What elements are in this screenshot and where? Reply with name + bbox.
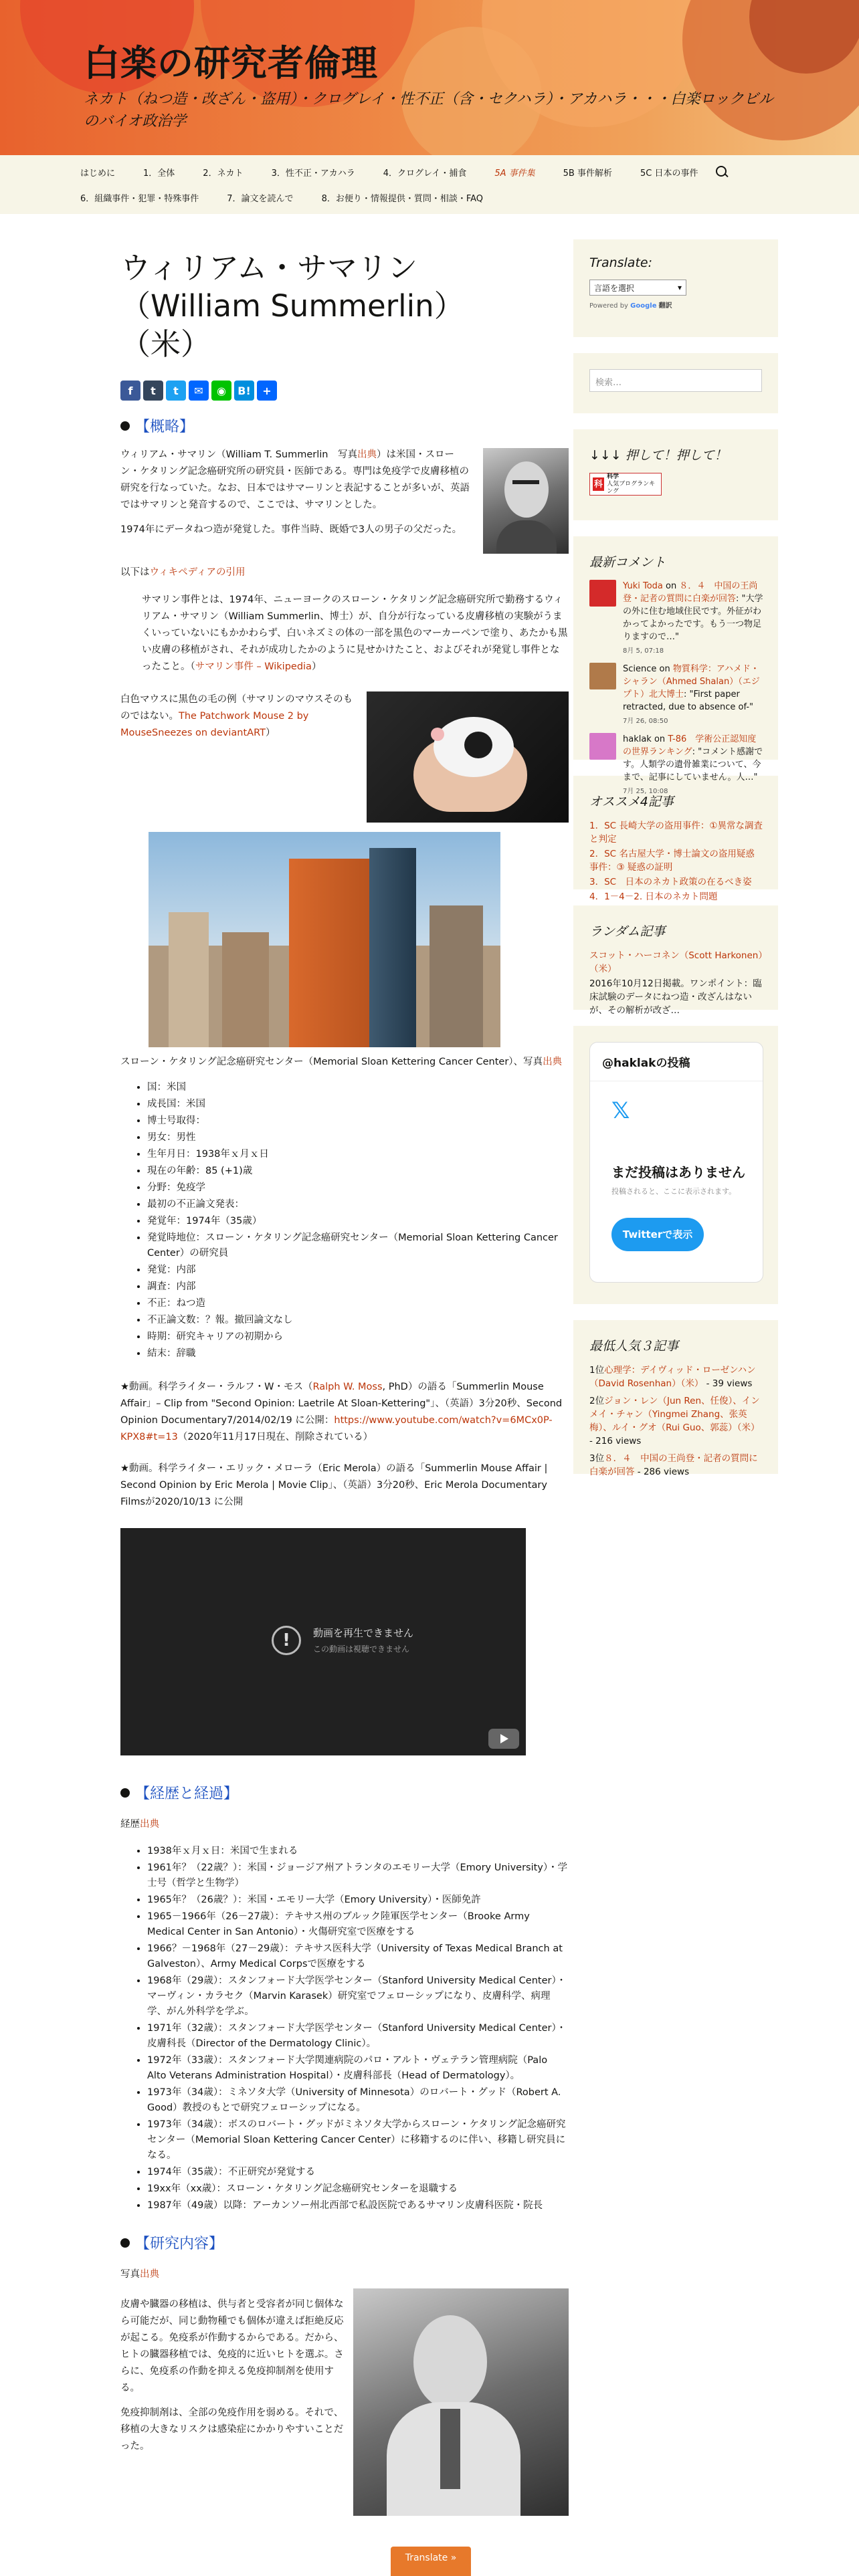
popular-link[interactable]: 心理学：デイヴィッド・ローゼンハン（David Rosenhan）（米） [589,1365,756,1389]
site-title[interactable]: 白楽の研究者倫理 [84,42,378,84]
summary-text: ）は米国・スローン・ケタリング記念癌研究所の研究員・医師である。専門は免疫学で皮膚移植の研究を行なっていた。なお、日本ではサマーリンと表記することが多いが、英語ではサマリンと発音するので、ここでは、サマリンとした。 [120,449,470,510]
research-paragraph-1: 皮膚や臓器の移植は、供与者と受容者が同じ個体なら可能だが、同じ動物種でも個体が違えば拒絶反応が起こる。免疫系が作動するからである。だから、ヒトの臓器移植では、免疫的に近いヒトを選ぶ。さらに、免疫系の作動を抑える免疫抑制剤を使用する。 [120,2299,344,2393]
list-item: • 1965－1966年（26－27歳）：テキサス州のブルック陸軍医学センター（Brooke Army Medical Center in San Antonio）・火傷研究室で医療をする [147,1909,569,1940]
badge-line-2: 人気ブログランキング [607,480,656,495]
comment-text [623,663,763,714]
mouse-caption-text: ） [265,728,276,738]
rank-label: 1位 [589,1365,605,1376]
comment-excerpt: : "大学の外に住む地域住民です。外征がわかってよかったです。もう一つ物足りますので…" [623,594,763,642]
comments-widget-title: 最新コメント [589,555,666,570]
wikipedia-quote [142,592,569,675]
comment-date: 8月 5, 07:18 [623,647,664,655]
hatena-icon[interactable]: B! [234,381,254,401]
list-item: • 1938年ｘ月ｘ日：米国で生まれる [147,1844,569,1859]
video-unavailable-title: 動画を再生できません [313,1627,414,1639]
view-on-twitter-button[interactable]: Twitterで表示 [611,1218,704,1251]
search-widget [573,353,778,413]
list-item: • 国：米国 [147,1080,569,1095]
translate-widget-title: Translate: [589,255,652,270]
list-item: • 不正：ねつ造 [147,1296,569,1311]
language-select-value: 言語を選択 [594,283,635,293]
powered-by-google[interactable] [589,300,763,310]
research-paragraph-2: 免疫抑制剤は、全部の免疫作用を弱める。それで、移植の大きなリスクは感染症にかかりやすいことだった。 [120,2407,344,2452]
title-line-2: （William Summerlin） [120,288,464,324]
avatar [589,663,616,689]
popular-widget-title: 最低人気３記事 [589,1339,679,1354]
popular-list [589,1364,763,1479]
wikipedia-link[interactable]: サマリン事件 – Wikipedia [195,661,312,672]
nav-item-organizational[interactable]: 6．組織事件・犯罪・特殊事件 [80,193,199,204]
comment-excerpt: : "First paper retracted, due to absence of-" [623,689,754,712]
list-item: • 1987年（49歳）以降：アーカンソー州北西部で私設医院であるサマリン皮膚科医院・院長 [147,2198,569,2214]
comment-post-link[interactable]: ８．４ 中国の王尚登・記者の質問に白楽が回答 [623,581,758,604]
facts-list [147,1080,569,1362]
nav-item-japan-5c[interactable]: 5C 日本の事件 [640,168,698,179]
twitter-handle[interactable]: @haklakの投稿 [590,1043,763,1081]
research-source-link[interactable]: 出典 [140,2269,159,2280]
translate-text: 翻訳 [658,302,672,310]
google-logo: Google [630,302,657,310]
random-post-excerpt: 2016年10月12日掲載。ワンポイント：臨床試験のデータにねつ造・改ざんはないが、その解析が改ざ… [589,978,762,1016]
recent-comments-widget [573,536,778,795]
nav-row-2 [80,185,785,210]
building-photo [149,832,500,1047]
random-post-link[interactable]: スコット・ハーコネン（Scott Harkonen）（米） [589,950,763,974]
mouse-photo [367,691,569,823]
comment-author-link[interactable]: Yuki Toda [623,581,663,591]
list-item: • 1961年？（22歳？）：米国・ジョージア州アトランタのエモリー大学（Emory University）・学士号（哲学と生物学） [147,1860,569,1891]
youtube-logo-icon[interactable] [488,1729,519,1749]
recommend-link[interactable]: 3．SC 日本のネカト政策の在るべき姿 [589,877,752,887]
comment-on: on [651,734,668,744]
video1-text: （2020年11月17日現在、削除されている） [177,1432,373,1442]
comment-date: 7月 25, 10:08 [623,788,668,795]
nav-item-analysis-5b[interactable]: 5B 事件解析 [563,168,612,179]
list-item: • 現在の年齢：85 (+1)歳 [147,1164,569,1179]
blog-ranking-badge[interactable] [589,473,662,496]
list-item: • 成長国：米国 [147,1097,569,1112]
nav-row-1 [80,159,785,185]
list-item: • 男女：男性 [147,1130,569,1146]
youtube-link[interactable]: https://www.youtube.com/watch?v=6MCx0P-KPX8#t=13 [120,1415,553,1442]
comment-on: on [662,581,680,591]
push-widget-title: ↓↓↓ 押して！押して！ [589,448,727,463]
wikipedia-intro-text: 以下は [120,567,150,578]
patchwork-mouse-link[interactable]: The Patchwork Mouse 2 by MouseSneezes on deviantART [120,711,309,738]
site-header [0,0,859,155]
list-item: • 1968年（29歳）：スタンフォード大学医学センター（Stanford University Medical Center）・マーヴィン・カラセク（Marvin Karasek）研究室でフェローシップになり、皮膚科学、病理学、がん外科学を学ぶ。 [147,1973,569,2020]
career-label: 経歴 [120,1819,140,1830]
random-widget-title: ランダム記事 [589,924,666,939]
comment-post-link[interactable]: 物質科学：アハメド・シャラン（Ahmed Shalan）（エジプト）北大博士 [623,664,760,700]
video2-description: ★動画。科学ライター・エリック・メローラ（Eric Merola）の語る「Summerlin Mouse Affair | Second Opinion by Eric Merola | Movie Clip」、（英語）3分20秒、Eric Merola Documentary Filmsが2020/10/13 に公開 [120,1463,548,1507]
recommend-link[interactable]: 2．SC 名古屋大学・博士論文の盗用疑惑事件：③ 疑惑の証明 [589,849,755,873]
title-line-1: ウィリアム・サマリン [120,250,418,286]
quote-text: ） [311,661,322,672]
avatar [589,733,616,760]
research-block [120,2288,569,2516]
section-summary-heading: 【概略】 [120,415,569,436]
list-item: • 1972年（33歳）：スタンフォード大学関連病院のパロ・アルト・ヴェテラン管理病院（Palo Alto Veterans Administration Hospital）・皮膚科部長（Head of Dermatology）。 [147,2053,569,2084]
list-item: • 発覚：内部 [147,1263,569,1278]
rank-label: 3位 [589,1453,605,1464]
nav-item-sexual-misconduct[interactable]: 3．性不正・アカハラ [271,168,355,179]
article [120,214,569,2516]
ranking-icon: 科 [593,477,604,491]
comment-on: on [656,664,673,674]
random-post [589,949,763,1017]
twitter-icon[interactable]: t [166,381,186,401]
list-item: • 結末：辞職 [147,1346,569,1362]
email-icon[interactable]: ✉ [189,381,209,401]
sidebar [573,239,778,1490]
nav-item-nekato[interactable]: 2．ネカト [203,168,244,179]
translate-widget [573,239,778,337]
search-input[interactable]: 検索… [589,369,762,392]
wikipedia-intro [120,564,569,581]
summerlin-lab-photo [353,2288,569,2516]
list-item: • 分野：免疫学 [147,1180,569,1196]
building-photo-source-link[interactable]: 出典 [543,1057,563,1067]
photo-source-link[interactable]: 出典 [357,449,377,460]
twitter-empty-message: まだ投稿はありません [611,1164,745,1180]
rank-label: 2位 [589,1396,605,1406]
x-logo-icon: 𝕏 [611,1097,630,1124]
view-count: - 39 views [703,1378,753,1389]
research-source [120,2266,569,2283]
comment-excerpt: : "コメント感謝です。人類学の遺骨雑業について、今まで、記事にしていません。人…" [623,747,763,782]
popular-link[interactable]: ８．４ 中国の王尚登・記者の質問に白楽が回答 [589,1453,758,1477]
chevron-down-icon: ▾ [677,283,682,292]
list-item: • 1971年（32歳）：スタンフォード大学医学センター（Stanford University Medical Center）・皮膚科長（Director of the Dermatology Clinic）。 [147,2021,569,2052]
building-caption-text: スローン・ケタリング記念癌研究センター（Memorial Sloan Kettering Cancer Center）、写真 [120,1057,543,1067]
mouse-caption [120,691,361,823]
ralph-moss-link[interactable]: Ralph W. Moss [312,1382,383,1392]
comment-date: 7月 26, 08:50 [623,718,668,725]
tumblr-icon[interactable]: t [143,381,163,401]
list-item: • 1974年（35歳）：不正研究が発覚する [147,2165,569,2180]
popular-widget [573,1320,778,1477]
list-item: • 19xx年（xx歳）：スローン・ケタリング記念癌研究センターを退職する [147,2181,569,2197]
mouse-block [120,691,569,823]
title-line-3: （米） [120,326,211,362]
line-icon[interactable]: ◉ [211,381,231,401]
language-select[interactable] [589,280,686,296]
quote-text: サマリン事件とは、1974年、ニューヨークのスローン・ケタリング記念癌研究所で勤務するウィリアム・サマリン（William Summerlin、博士）が、自分が行なっている皮膚移植の実験がうまくいっていないにもかかわらず、白いネズミの体の一部を黒色のマーカーペンで塗り、あたかも黒い皮膚の移植がされ、それが成功したかのように見せかけたこと、およびそれが発覚し事件となったこと。（ [142,595,568,672]
list-item: • 1973年（34歳）：ミネソタ大学（University of Minnesota）のロバート・グッド（Robert A. Good）教授のもとで研究フェローシップになる。 [147,2085,569,2116]
mouse-caption-text: 白色マウスに黒色の毛の例（サマリンのマウスそのものではない。 [120,694,353,722]
video1-text: ★動画。科学ライター・ラルフ・W・モス（ [120,1382,313,1392]
video1-text: , PhD）の語る「Summerlin Mouse Affair」– Clip from "Second Opinion: Laetrile At Sloan-Kettering"」、（英語）3分20秒、Second Opinion Documentary7/2014/02/19 に公開： [120,1382,563,1426]
wikipedia-quote-link[interactable]: ウィキペディアの引用 [149,567,246,578]
list-item: • 博士号取得： [147,1113,569,1129]
recommend-link[interactable]: 1．SC 長崎大学の盗用事件：①異常な調査と判定 [589,821,763,845]
nav-item-overall[interactable]: 1．全体 [143,168,175,179]
comment-text [623,580,763,643]
nav-item-grey[interactable]: 4．クログレイ・捕食 [383,168,467,179]
popular-link[interactable]: ジョン・レン（Jun Ren、任俊）、インメイ・チャン（Yingmei Zhang、张英梅）、ルイ・グオ（Rui Guo、郭蕊）（米） [589,1396,760,1433]
random-post-widget [573,905,778,1016]
list-item: • 時期：研究キャリアの初期から [147,1329,569,1345]
badge-line-1: 科学 [607,473,619,480]
comment-text [623,733,763,784]
list-item: • 1973年（34歳）：ボスのロバート・グッドがミネソタ大学からスローン・ケタリング記念癌研究センター（Memorial Sloan Kettering Cancer Center）に移籍するのに伴い、移籍し研究員になる。 [147,2117,569,2163]
list-item: • 不正論文数：？報。撤回論文なし [147,1313,569,1328]
youtube-embed[interactable] [120,1528,526,1755]
list-item: • 発覚時地位：スローン・ケタリング記念癌研究センター（Memorial Sloan Kettering Cancer Center）の研究員 [147,1230,569,1261]
twitter-timeline [589,1042,763,1283]
career-source-link[interactable]: 出典 [140,1819,159,1830]
list-item: • 1966？－1968年（27－29歳）：テキサス医科大学（University of Texas Medical Branch at Galveston）、Army Medical Corpsで医療をする [147,1941,569,1972]
search-icon[interactable] [715,165,729,179]
nav-item-papers[interactable]: 7．論文を読んで [227,193,294,204]
recommend-link[interactable]: 4．1－4－2. 日本のネカト問題 [589,891,718,902]
list-item: • 生年月日：1938年ｘ月ｘ日 [147,1147,569,1162]
share-buttons [120,381,569,401]
career-source [120,1816,569,1833]
list-item: • 調査：内部 [147,1279,569,1295]
section-research-heading: 【研究内容】 [120,2232,569,2253]
comment-author: Science [623,664,657,674]
article-title [120,249,569,363]
section-career-heading: 【経歴と経過】 [120,1782,569,1803]
video-unavailable-sub: この動画は視聴できません [313,1644,410,1654]
powered-by-text: Powered by [589,302,628,310]
nav-item-cases-5a[interactable]: 5A 事件集 [494,168,535,179]
comment-item [589,580,763,655]
facebook-icon[interactable]: f [120,381,140,401]
recommend-widget-title: オススメ4記事 [589,794,674,809]
twitter-empty-sub: 投稿されると、ここに表示されます。 [611,1187,737,1196]
ranking-widget [573,429,778,520]
research-text [120,2288,348,2516]
list-item: • 1965年？（26歳？）：米国・エモリー大学（Emory University）・医師免許 [147,1893,569,1908]
recommend-list [589,819,763,903]
comment-post-link[interactable]: T-86 学術公正認知度の世界ランキング [623,734,757,757]
site-description: ネカト（ねつ造・改ざん・盗用）・クログレイ・性不正（含・セクハラ）・アカハラ・・・白楽ロックビルのバイオ政治学 [84,91,773,130]
summary-text: ウィリアム・サマリン（William T. Summerlin 写真 [120,449,357,460]
nav-item-letters[interactable]: 8．お便り・情報提供・質問・相談・FAQ [321,193,484,204]
comment-item [589,663,763,725]
view-count: - 286 views [634,1467,690,1477]
list-item: • 発覚年：1974年（35歳） [147,1214,569,1229]
summary-block [120,439,569,554]
research-label: 写真 [120,2269,140,2280]
video1-description [120,1379,569,1446]
avatar [589,580,616,607]
summary-paragraph-2: 1974年にデータねつ造が発覚した。事件当時、既婚で3人の男子の父だった。 [120,524,462,535]
career-list [147,1844,569,2214]
main-nav [0,155,859,214]
translate-floating-button[interactable]: Translate » [391,2547,471,2576]
list-item: • 最初の不正論文発表： [147,1197,569,1212]
comment-author: haklak [623,734,652,744]
twitter-widget [573,1026,778,1304]
portrait-photo [483,448,569,554]
share-plus-icon[interactable]: + [257,381,277,401]
building-caption [120,1054,569,1071]
alert-icon: ! [272,1626,301,1655]
view-count: - 216 views [589,1436,642,1446]
summary-paragraph-1 [120,447,471,514]
nav-item-intro[interactable]: はじめに [80,168,116,179]
